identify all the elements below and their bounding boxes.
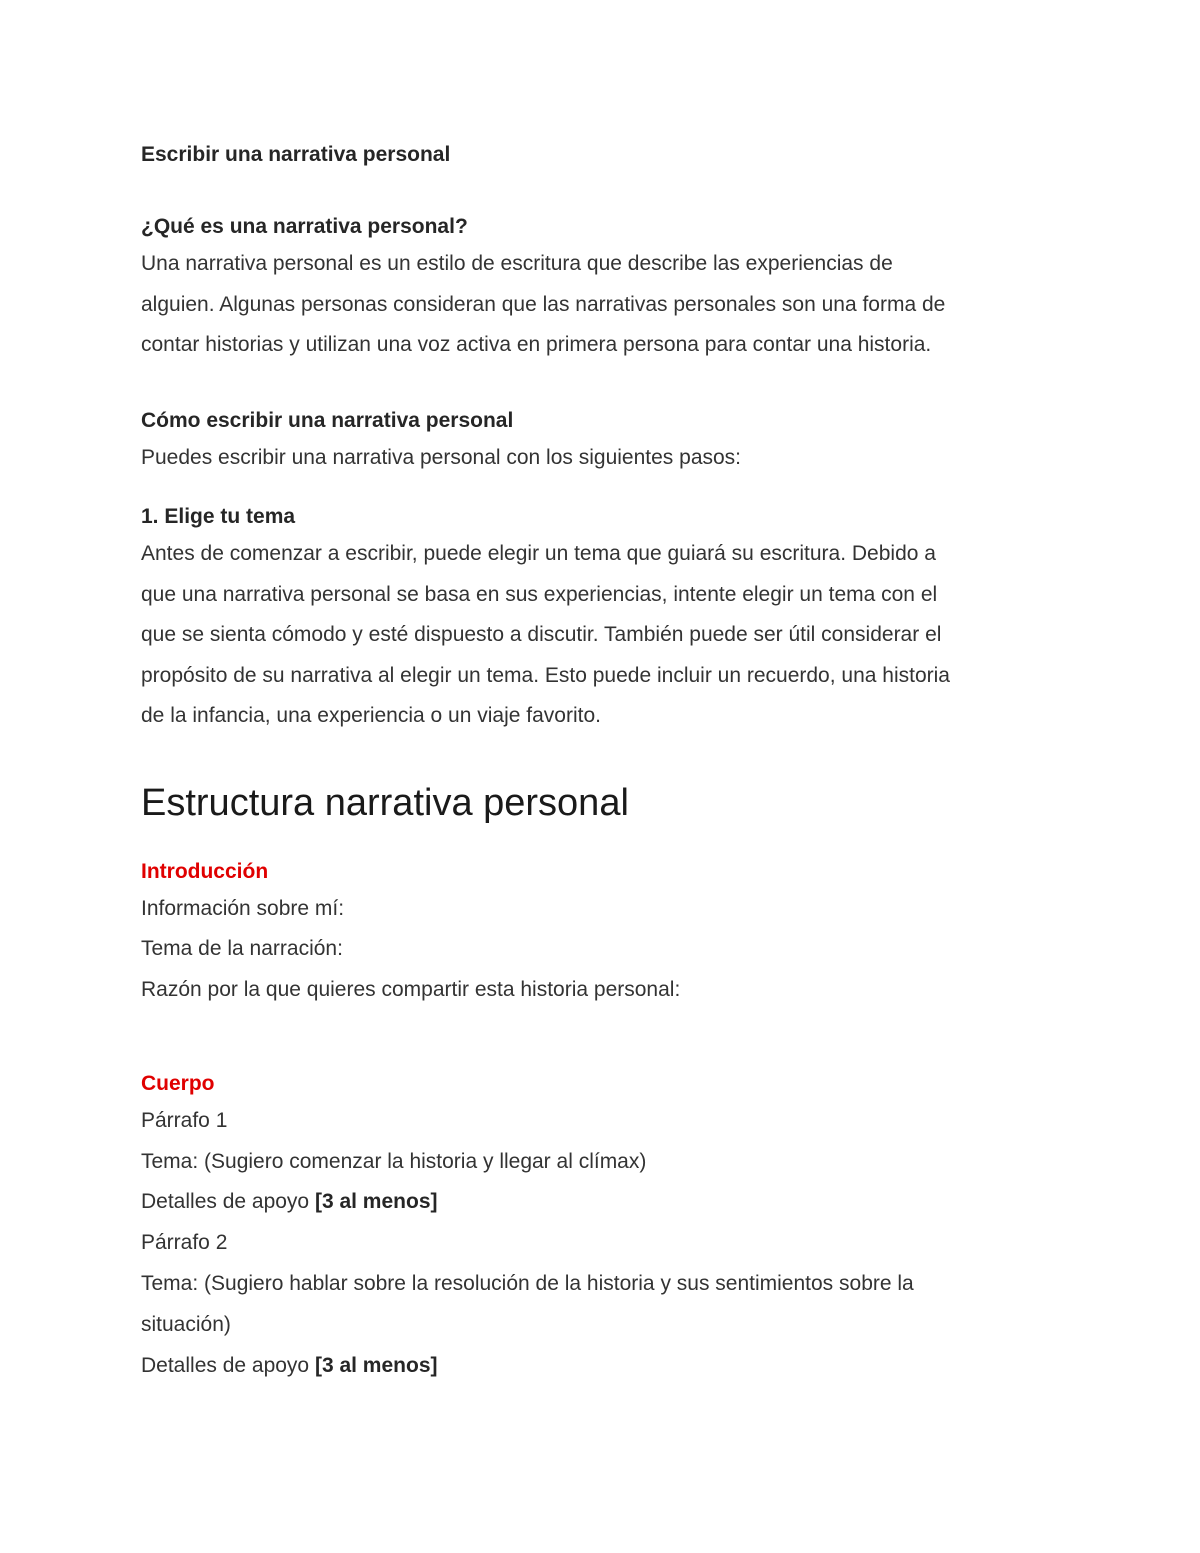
- paragraph-line: que una narrativa personal se basa en sus experiencias, intente elegir un tema con el: [141, 582, 938, 606]
- step-heading-choose-topic: 1. Elige tu tema: [141, 505, 296, 528]
- paragraph-line: de la infancia, una experiencia o un viaje favorito.: [141, 704, 601, 727]
- intro-line-topic: Tema de la narración:: [141, 937, 343, 961]
- paragraph-2-topic: Tema: (Sugiero hablar sobre la resolución de la historia y sus sentimientos sobre la: [141, 1272, 914, 1296]
- intro-line-about-me: Información sobre mí:: [141, 896, 345, 920]
- paragraph-1-support: [141, 1182, 1071, 1223]
- paragraph-2-support: [141, 1346, 1071, 1387]
- paragraph-line: que se sienta cómodo y esté dispuesto a discutir. También puede ser útil considerar el: [141, 623, 942, 646]
- intro-heading: Introducción: [141, 859, 269, 883]
- paragraph-1-label: Párrafo 1: [141, 1108, 228, 1132]
- paragraph-line: alguien. Algunas personas consideran que las narrativas personales son una forma de: [141, 292, 946, 316]
- support-label: Detalles de apoyo: [141, 1353, 315, 1377]
- document-title: Escribir una narrativa personal: [141, 143, 451, 166]
- body-heading: Cuerpo: [141, 1071, 215, 1095]
- paragraph-line: contar historias y utilizan una voz activa en primera persona para contar una historia.: [141, 333, 932, 356]
- paragraph-2-label: Párrafo 2: [141, 1231, 228, 1255]
- paragraph-2-topic-cont: situación): [141, 1312, 231, 1336]
- paragraph-line: Puedes escribir una narrativa personal con los siguientes pasos:: [141, 445, 742, 469]
- structure-heading: Estructura narrativa personal: [141, 781, 629, 824]
- document-page: [141, 138, 1071, 1386]
- intro-line-reason: Razón por la que quieres compartir esta historia personal:: [141, 978, 681, 1002]
- section-heading-how-to: Cómo escribir una narrativa personal: [141, 408, 514, 432]
- paragraph-line: propósito de su narrativa al elegir un tema. Esto puede incluir un recuerdo, una historia: [141, 663, 950, 687]
- support-requirement: [3 al menos]: [314, 1190, 438, 1214]
- support-requirement: [3 al menos]: [314, 1353, 438, 1377]
- paragraph-line: Una narrativa personal es un estilo de escritura que describe las experiencias de: [141, 252, 893, 275]
- paragraph-line: Antes de comenzar a escribir, puede elegir un tema que guiará su escritura. Debido a: [141, 542, 936, 565]
- section-heading-what-is: ¿Qué es una narrativa personal?: [141, 215, 468, 238]
- support-label: Detalles de apoyo: [141, 1190, 315, 1214]
- paragraph-1-topic: Tema: (Sugiero comenzar la historia y llegar al clímax): [141, 1149, 647, 1173]
